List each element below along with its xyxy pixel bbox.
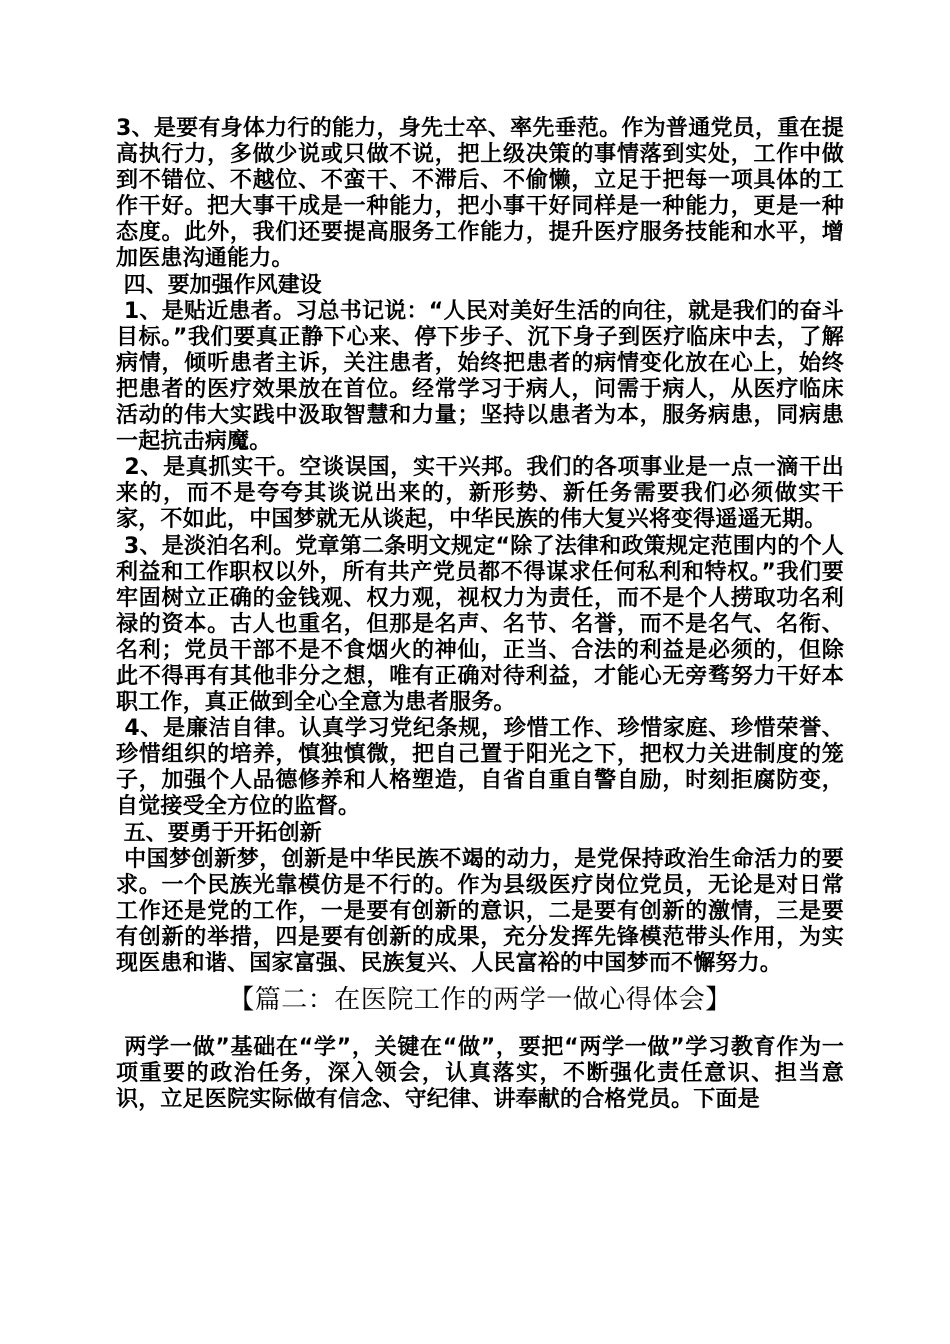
- paragraph-indifferent-to-fame: 3、是淡泊名利。党章第二条明文规定“除了法律和政策规定范围内的个人利益和工作职权以外，所有共产党员都不得谋求任何私利和特权。”我们要牢固树立正确的金钱观、权力观，视权力为责任，而不是个人捞取功名利禄的资本。古人也重名，但那是名声、名节、名誉，而不是名气、名衔、名利；党员干部不是不食烟火的神仙，正当、合法的利益是必须的，但除此不得再有其他非分之想，唯有正确对待利益，才能心无旁骛努力干好本职工作，真正做到全心全意为患者服务。: [116, 533, 845, 716]
- paragraph-ability-3: 3、是要有身体力行的能力，身先士卒、率先垂范。作为普通党员，重在提高执行力，多做少说或只做不说，把上级决策的事情落到实处，工作中做到不错位、不越位、不蛮干、不滞后、不偷懒，立足于把每一项具体的工作干好。把大事干成是一种能力，把小事干好同样是一种能力，更是一种态度。此外，我们还要提高服务工作能力，提升医疗服务技能和水平，增加医患沟通能力。: [116, 116, 844, 272]
- section-title-part-two: 【篇二：在医院工作的两学一做心得体会】: [228, 985, 732, 1016]
- heading-section-4: 四、要加强作风建设: [116, 272, 322, 298]
- heading-section-5: 五、要勇于开拓创新: [116, 820, 322, 846]
- document-body: [116, 116, 844, 1113]
- paragraph-hard-work: 2、是真抓实干。空谈误国，实干兴邦。我们的各项事业是一点一滴干出来的，而不是夸夸其谈说出来的，新形势、新任务需要我们必须做实干家，不如此，中国梦就无从谈起，中华民族的伟大复兴将变得遥遥无期。: [116, 455, 844, 533]
- paragraph-close-to-patients: 1、是贴近患者。习总书记说：“人民对美好生活的向往，就是我们的奋斗目标。”我们要真正静下心来、停下步子、沉下身子到医疗临床中去，了解病情，倾听患者主诉，关注患者，始终把患者的病情变化放在心上，始终把患者的医疗效果放在首位。经常学习于病人，问需于病人，从医疗临床活动的伟大实践中汲取智慧和力量；坚持以患者为本，服务病患，同病患一起抗击病魔。: [116, 298, 845, 455]
- paragraph-two-studies-intro: 两学一做”基础在“学”，关键在“做”，要把“两学一做”学习教育作为一项重要的政治任务，深入领会，认真落实，不断强化责任意识、担当意识，立足医院实际做有信念、守纪律、讲奉献的合格党员。下面是: [116, 1035, 845, 1113]
- paragraph-innovation: 中国梦创新梦，创新是中华民族不竭的动力，是党保持政治生命活力的要求。一个民族光靠模仿是不行的。作为县级医疗岗位党员，无论是对日常工作还是党的工作，一是要有创新的意识，二是要有创新的激情，三是要有创新的举措，四是要有创新的成果，充分发挥先锋模范带头作用，为实现医患和谐、国家富强、民族复兴、人民富裕的中国梦而不懈努力。: [116, 846, 845, 976]
- paragraph-self-discipline: 4、是廉洁自律。认真学习党纪条规，珍惜工作、珍惜家庭、珍惜荣誉、珍惜组织的培养，慎独慎微，把自己置于阳光之下，把权力关进制度的笼子，加强个人品德修养和人格塑造，自省自重自警自励，时刻拒腐防变，自觉接受全方位的监督。: [116, 716, 844, 820]
